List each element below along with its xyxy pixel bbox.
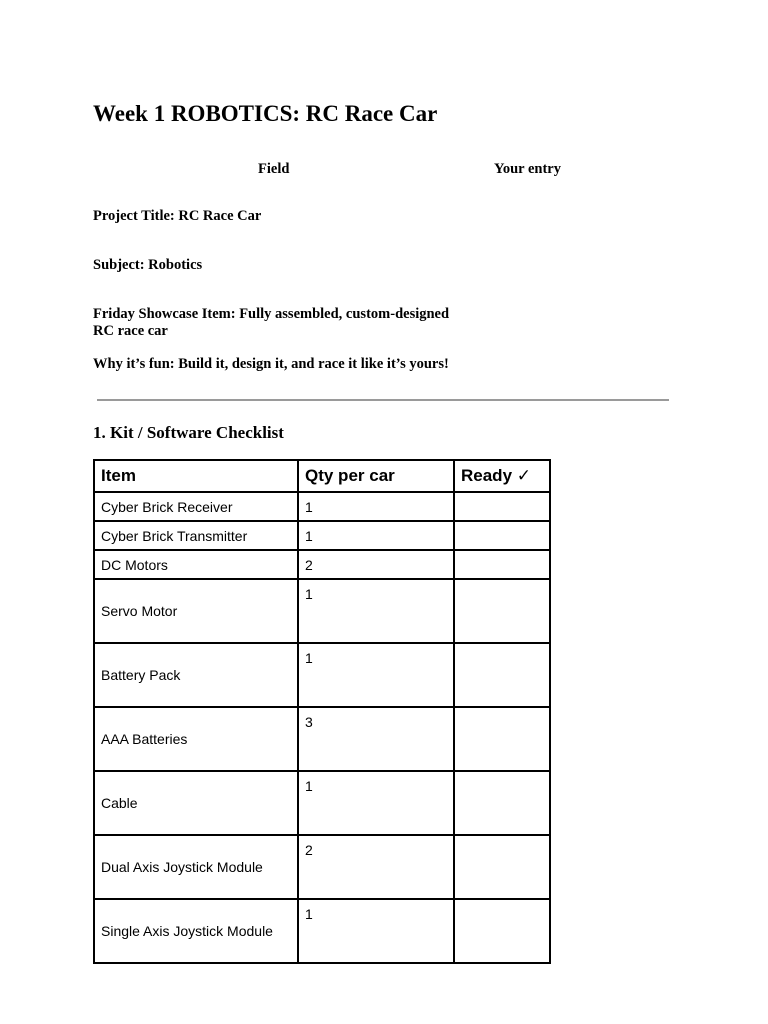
column-header-ready: Ready ✓ bbox=[454, 460, 550, 492]
table-row bbox=[94, 707, 550, 771]
table-row bbox=[94, 835, 550, 899]
horizontal-divider bbox=[97, 399, 669, 401]
ready-cell[interactable] bbox=[454, 550, 550, 579]
qty-cell: 1 bbox=[298, 643, 454, 707]
item-cell: Cable bbox=[94, 771, 298, 835]
qty-cell: 1 bbox=[298, 492, 454, 521]
column-header-qty: Qty per car bbox=[298, 460, 454, 492]
qty-cell: 1 bbox=[298, 579, 454, 643]
ready-cell[interactable] bbox=[454, 707, 550, 771]
ready-cell[interactable] bbox=[454, 899, 550, 963]
item-cell: DC Motors bbox=[94, 550, 298, 579]
qty-cell: 1 bbox=[298, 771, 454, 835]
showcase-item-field: Friday Showcase Item: Fully assembled, custom-designed RC race car bbox=[93, 306, 450, 339]
ready-cell[interactable] bbox=[454, 643, 550, 707]
entry-column-header: Your entry bbox=[494, 161, 561, 177]
table-row bbox=[94, 643, 550, 707]
field-column-header: Field bbox=[258, 161, 290, 177]
item-cell: Single Axis Joystick Module bbox=[94, 899, 298, 963]
ready-cell[interactable] bbox=[454, 835, 550, 899]
page-title: Week 1 ROBOTICS: RC Race Car bbox=[93, 101, 438, 126]
ready-cell[interactable] bbox=[454, 771, 550, 835]
why-fun-field: Why it’s fun: Build it, design it, and race it like it’s yours! bbox=[93, 356, 449, 372]
ready-cell[interactable] bbox=[454, 579, 550, 643]
qty-cell: 3 bbox=[298, 707, 454, 771]
project-title-field: Project Title: RC Race Car bbox=[93, 208, 262, 224]
subject-field: Subject: Robotics bbox=[93, 257, 203, 273]
kit-checklist-table bbox=[93, 459, 551, 964]
table-row bbox=[94, 492, 550, 521]
item-cell: Dual Axis Joystick Module bbox=[94, 835, 298, 899]
qty-cell: 2 bbox=[298, 550, 454, 579]
table-row bbox=[94, 521, 550, 550]
qty-cell: 2 bbox=[298, 835, 454, 899]
section-heading: 1. Kit / Software Checklist bbox=[93, 423, 284, 442]
qty-cell: 1 bbox=[298, 899, 454, 963]
ready-cell[interactable] bbox=[454, 492, 550, 521]
item-cell: Battery Pack bbox=[94, 643, 298, 707]
column-header-item: Item bbox=[94, 460, 298, 492]
table-row bbox=[94, 579, 550, 643]
item-cell: Cyber Brick Receiver bbox=[94, 492, 298, 521]
table-row bbox=[94, 550, 550, 579]
table-row bbox=[94, 899, 550, 963]
item-cell: Servo Motor bbox=[94, 579, 298, 643]
item-cell: Cyber Brick Transmitter bbox=[94, 521, 298, 550]
qty-cell: 1 bbox=[298, 521, 454, 550]
ready-cell[interactable] bbox=[454, 521, 550, 550]
item-cell: AAA Batteries bbox=[94, 707, 298, 771]
table-header-row bbox=[94, 460, 550, 492]
table-row bbox=[94, 771, 550, 835]
